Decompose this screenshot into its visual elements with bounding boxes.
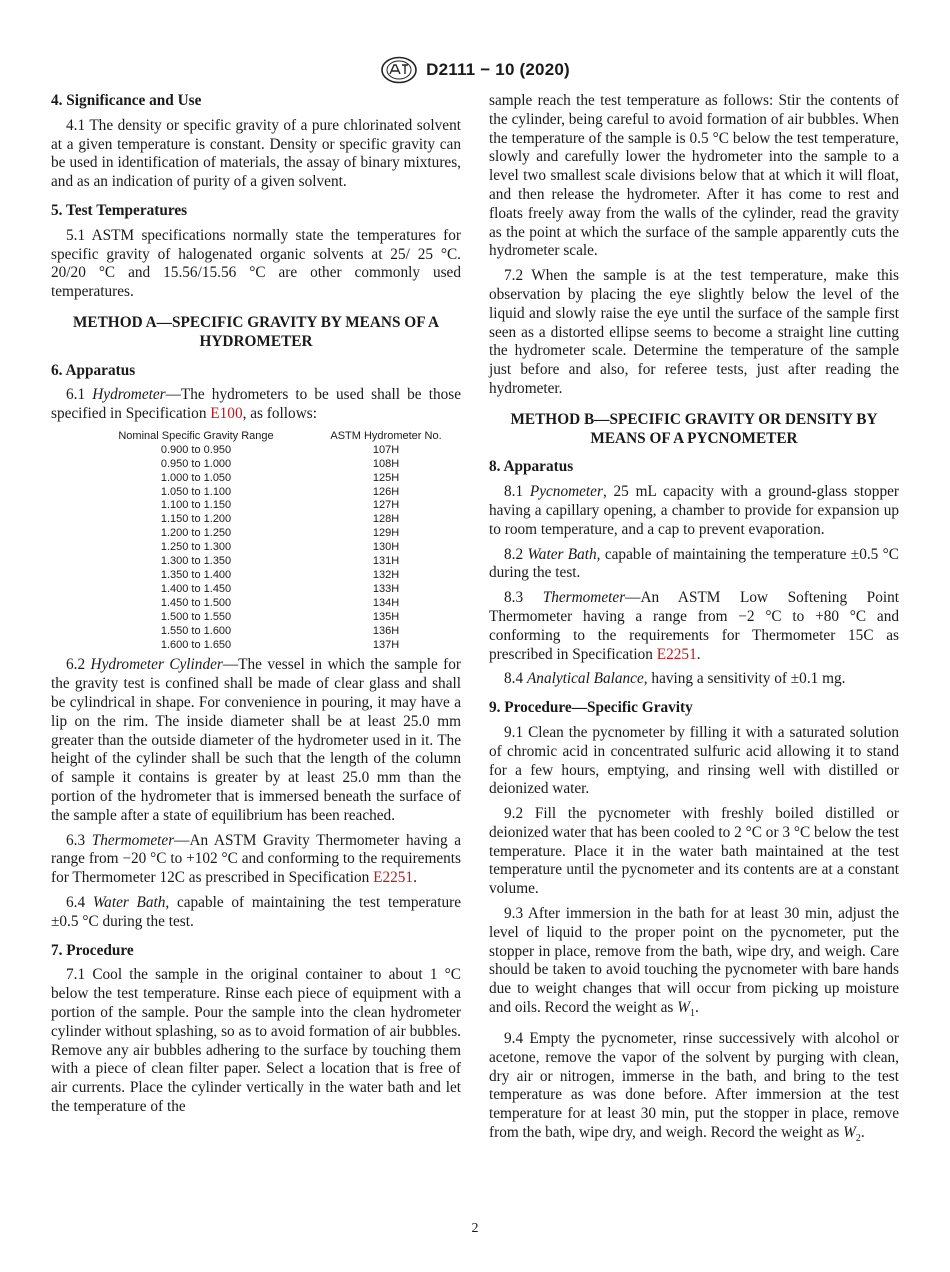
term-pycnometer: Pycnometer	[529, 483, 603, 501]
page-header	[0, 56, 950, 84]
paragraph-6-3: 6.3 Thermometer—An ASTM Gravity Thermometer having a range from −20 °C to +102 °C and conforming to the requirements for Thermometer 12C as prescribed in Specification E2251.	[51, 831, 461, 887]
hydrometer-number-cell: 135H	[372, 610, 400, 623]
paragraph-9-2: 9.2 Fill the pycnometer with freshly boiled distilled or deionized water that has been cooled to 2 °C or 3 °C below the test temperature. Place it in the water bath maintained at the test temperature until the pycnometer and its contents are at a constant volume.	[489, 805, 899, 898]
hydrometer-number-cell: 126H	[372, 485, 400, 498]
method-b-heading: METHOD B—SPECIFIC GRAVITY OR DENSITY BY MEANS OF A PYCNOMETER	[510, 410, 878, 447]
section-9-heading: 9. Procedure—Specific Gravity	[489, 699, 693, 717]
gravity-range-cell: 1.150 to 1.200	[160, 513, 232, 526]
table-row	[81, 444, 461, 458]
hydrometer-number-cell: 131H	[372, 555, 400, 568]
gravity-range-cell: 1.000 to 1.050	[160, 471, 232, 484]
gravity-range-cell: 1.200 to 1.250	[160, 527, 232, 540]
gravity-range-cell: 1.300 to 1.350	[160, 555, 232, 568]
hydrometer-number-cell: 132H	[372, 569, 400, 582]
gravity-range-cell: 0.950 to 1.000	[160, 457, 232, 470]
hydrometer-number-cell: 125H	[372, 471, 400, 484]
right-column	[489, 92, 899, 1155]
method-a-heading: METHOD A—SPECIFIC GRAVITY BY MEANS OF A HYDROMETER	[72, 313, 440, 350]
gravity-range-cell: 1.550 to 1.600	[160, 624, 232, 637]
link-e2251[interactable]: E2251	[373, 869, 414, 887]
hydrometer-number-cell: 136H	[372, 624, 400, 637]
table-row	[81, 625, 461, 639]
left-column	[51, 92, 461, 1123]
table-row	[81, 472, 461, 486]
subscript: 2	[855, 1132, 861, 1144]
paragraph-9-1: 9.1 Clean the pycnometer by filling it with a saturated solution of chromic acid in concentrated sulfuric acid allowing it to stand for a few hours, emptying, and rinsing well with distilled or deionized water.	[489, 723, 899, 798]
table-row	[81, 458, 461, 472]
paragraph-6-2: 6.2 Hydrometer Cylinder—The vessel in which the sample for the gravity test is confined shall be made of clear glass and shall be cylindrical in shape. For convenience in pouring, it may have a lip on the rim. The inside diameter shall be at least 25.0 mm greater than the outside diameter of the hydrometer used in it. The height of the cylinder shall be such that the length of the column of sample it contains is greater by at least 25.0 mm than the portion of the hydrometer that is immersed beneath the surface of the sample after a state of equilibrium has been reached.	[51, 656, 461, 824]
link-e100[interactable]: E100	[210, 405, 243, 423]
gravity-range-cell: 1.050 to 1.100	[160, 485, 232, 498]
table-row	[81, 583, 461, 597]
table-row	[81, 527, 461, 541]
variable-w: W	[677, 999, 690, 1017]
table-row	[81, 499, 461, 513]
term-analytical-balance: Analytical Balance,	[526, 670, 648, 688]
hydrometer-number-cell: 107H	[372, 443, 400, 456]
variable-w: W	[843, 1123, 856, 1141]
hydrometer-number-cell: 130H	[372, 541, 400, 554]
hydrometer-number-cell: 133H	[372, 582, 400, 595]
gravity-range-cell: 1.250 to 1.300	[160, 541, 232, 554]
hydrometer-number-cell: 127H	[372, 499, 400, 512]
link-e2251[interactable]: E2251	[656, 645, 697, 663]
gravity-range-cell: 1.350 to 1.400	[160, 569, 232, 582]
term-thermometer: Thermometer	[91, 831, 175, 849]
term-thermometer: Thermometer	[542, 589, 626, 607]
paragraph-7-2: 7.2 When the sample is at the test temperature, make this observation by placing the eye slightly below the level of the liquid and slowly raise the eye until the surface of the sample first seen as a distorted ellipse seems to become a straight line cutting the hydrometer scale. Determine the temperature of the sample just before and also, for referee tests, just after reading the hydrometer.	[489, 267, 899, 397]
term-water-bath: Water Bath,	[527, 545, 601, 563]
gravity-range-cell: 1.100 to 1.150	[160, 499, 232, 512]
section-4-heading: 4. Significance and Use	[51, 92, 202, 109]
page-number: 2	[471, 1221, 479, 1236]
astm-logo-icon	[380, 56, 418, 84]
gravity-range-cell: 1.500 to 1.550	[160, 610, 232, 623]
table-row	[81, 611, 461, 625]
gravity-range-cell: 1.450 to 1.500	[160, 596, 232, 609]
subscript: 1	[689, 1008, 695, 1020]
table-row	[81, 555, 461, 569]
table-header-hydrometer: ASTM Hydrometer No.	[330, 429, 442, 442]
paragraph-7-1-continued: sample reach the test temperature as follows: Stir the contents of the cylinder, being careful to avoid formation of air bubbles. When the temperature of the sample is 0.5 °C below the test temperature, slowly and carefully lower the hydrometer into the sample to a level two smallest scale divisions below that at which it will float, and then release the hydrometer. After it has come to rest and floats freely away from the walls of the cylinder, read the gravity as the point at which the surface of the sample apparently cuts the hydrometer scale.	[489, 92, 899, 260]
hydrometer-table-body	[81, 444, 461, 653]
paragraph-6-1: 6.1 Hydrometer—The hydrometers to be used shall be those specified in Specification E100, as follows:	[51, 386, 461, 423]
document-id: D2111 − 10 (2020)	[426, 60, 570, 79]
table-header-range: Nominal Specific Gravity Range	[118, 429, 274, 442]
hydrometer-table	[81, 430, 461, 653]
section-6-heading: 6. Apparatus	[51, 361, 136, 379]
term-hydrometer-cylinder: Hydrometer Cylinder	[90, 656, 223, 674]
hydrometer-number-cell: 108H	[372, 457, 400, 470]
paragraph-9-3: 9.3 After immersion in the bath for at least 30 min, adjust the level of liquid to the proper point on the pycnometer, put the stopper in place, remove from the bath, wipe dry, and weigh. Care should be taken to avoid touching the pycnometer with bare hands due to weight changes that will occur from picking up moisture and oils. Record the weight as $W_1$.	[489, 905, 899, 1020]
table-row	[81, 569, 461, 583]
section-5-heading: 5. Test Temperatures	[51, 201, 188, 219]
hydrometer-number-cell: 137H	[372, 638, 400, 651]
paragraph-8-2: 8.2 Water Bath, capable of maintaining the temperature ±0.5 °C during the test.	[489, 545, 899, 582]
section-8-heading: 8. Apparatus	[489, 458, 574, 476]
paragraph-4-1: 4.1 The density or specific gravity of a pure chlorinated solvent at a given temperature is constant. Density or specific gravity can be used in identification of materials, the assay of binary mixtures, and as an indication of purity of a given solvent.	[51, 116, 461, 191]
paragraph-8-3: 8.3 Thermometer—An ASTM Low Softening Point Thermometer having a range from −2 °C to +80 °C and conforming to the requirements for Thermometer 15C as prescribed in Specification E2251.	[489, 589, 899, 663]
table-row	[81, 597, 461, 611]
paragraph-7-1: 7.1 Cool the sample in the original container to about 1 °C below the test temperature. Rinse each piece of equipment with a portion of the sample. Pour the sample into the clean hydrometer cylinder without splashing, so as to avoid formation of air bubbles. Remove any air bubbles adhering to the surface by touching them with a piece of clean filter paper. Select a location that is free of air currents. Place the cylinder vertically in the water bath and let the temperature of the	[51, 966, 461, 1115]
term-water-bath: Water Bath,	[92, 894, 170, 912]
gravity-range-cell: 0.900 to 0.950	[160, 443, 232, 456]
paragraph-6-4: 6.4 Water Bath, capable of maintaining the test temperature ±0.5 °C during the test.	[51, 894, 461, 930]
hydrometer-number-cell: 134H	[372, 596, 400, 609]
paragraph-9-4: 9.4 Empty the pycnometer, rinse successively with alcohol or acetone, remove the vapor of the solvent by purging with clean, dry air or nitrogen, immerse in the bath, and bring to the test temperature as was done before. After immersion at the test temperature for at least 30 min, put the stopper in place, remove from the bath, wipe dry, and weigh. Record the weight as $W_2$.	[489, 1029, 899, 1144]
section-7-heading: 7. Procedure	[51, 941, 134, 959]
table-row	[81, 486, 461, 500]
hydrometer-number-cell: 129H	[372, 527, 400, 540]
paragraph-8-1: 8.1 Pycnometer, 25 mL capacity with a ground-glass stopper having a capillary opening, a chamber to provide for expansion up to room temperature, and a cap to prevent evaporation.	[489, 483, 899, 538]
gravity-range-cell: 1.400 to 1.450	[160, 582, 232, 595]
table-row	[81, 639, 461, 653]
paragraph-5-1: 5.1 ASTM specifications normally state the temperatures for specific gravity of halogenated organic solvents at 25/ 25 °C. 20/20 °C and 15.56/15.56 °C are other commonly used temperatures.	[51, 226, 461, 301]
paragraph-8-4: 8.4 Analytical Balance, having a sensitivity of ±0.1 mg.	[504, 670, 846, 688]
gravity-range-cell: 1.600 to 1.650	[160, 638, 232, 651]
table-row	[81, 513, 461, 527]
term-hydrometer: Hydrometer	[92, 386, 166, 404]
table-row	[81, 541, 461, 555]
hydrometer-number-cell: 128H	[372, 513, 400, 526]
